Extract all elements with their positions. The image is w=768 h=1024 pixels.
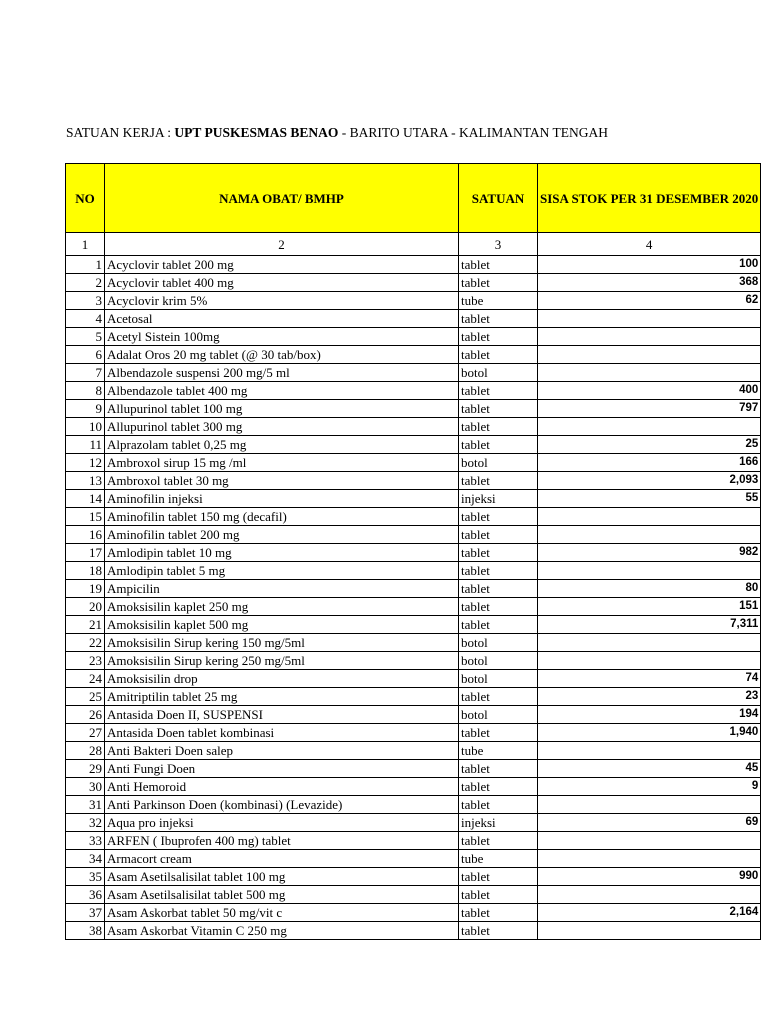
medicine-name: Aminofilin tablet 200 mg bbox=[105, 526, 459, 544]
column-number-4: 4 bbox=[538, 233, 761, 256]
work-unit-name: UPT PUSKESMAS BENAO bbox=[174, 125, 339, 140]
column-header-no: NO bbox=[66, 164, 105, 233]
stock-cell bbox=[538, 796, 761, 814]
medicine-name: Allupurinol tablet 300 mg bbox=[105, 418, 459, 436]
unit-cell: tablet bbox=[459, 436, 538, 454]
medicine-name: Anti Fungi Doen bbox=[105, 760, 459, 778]
stock-cell bbox=[538, 310, 761, 328]
stock-cell: 74 bbox=[538, 670, 761, 688]
row-number: 35 bbox=[66, 868, 105, 886]
medicine-name: Ampicilin bbox=[105, 580, 459, 598]
row-number: 12 bbox=[66, 454, 105, 472]
stock-cell bbox=[538, 418, 761, 436]
medicine-name: Adalat Oros 20 mg tablet (@ 30 tab/box) bbox=[105, 346, 459, 364]
row-number: 18 bbox=[66, 562, 105, 580]
stock-cell: 368 bbox=[538, 274, 761, 292]
medicine-name: Amoksisilin kaplet 500 mg bbox=[105, 616, 459, 634]
unit-cell: tablet bbox=[459, 526, 538, 544]
medicine-name: Amlodipin tablet 5 mg bbox=[105, 562, 459, 580]
medicine-name: Acetosal bbox=[105, 310, 459, 328]
row-number: 23 bbox=[66, 652, 105, 670]
stock-cell: 7,311 bbox=[538, 616, 761, 634]
stock-cell bbox=[538, 634, 761, 652]
medicine-name: Asam Askorbat Vitamin C 250 mg bbox=[105, 922, 459, 940]
unit-cell: botol bbox=[459, 634, 538, 652]
unit-cell: tablet bbox=[459, 796, 538, 814]
stock-cell bbox=[538, 832, 761, 850]
row-number: 3 bbox=[66, 292, 105, 310]
work-unit-header bbox=[66, 125, 608, 141]
table-row bbox=[66, 652, 761, 670]
column-number-1: 1 bbox=[66, 233, 105, 256]
unit-cell: tablet bbox=[459, 760, 538, 778]
medicine-name: Albendazole tablet 400 mg bbox=[105, 382, 459, 400]
row-number: 31 bbox=[66, 796, 105, 814]
unit-cell: tablet bbox=[459, 724, 538, 742]
row-number: 22 bbox=[66, 634, 105, 652]
medicine-name: Amoksisilin drop bbox=[105, 670, 459, 688]
row-number: 32 bbox=[66, 814, 105, 832]
row-number: 37 bbox=[66, 904, 105, 922]
medicine-name: Aminofilin injeksi bbox=[105, 490, 459, 508]
stock-cell: 45 bbox=[538, 760, 761, 778]
stock-cell: 166 bbox=[538, 454, 761, 472]
table-row bbox=[66, 922, 761, 940]
row-number: 16 bbox=[66, 526, 105, 544]
table-body bbox=[66, 233, 761, 940]
stock-cell: 990 bbox=[538, 868, 761, 886]
medicine-name: Amitriptilin tablet 25 mg bbox=[105, 688, 459, 706]
unit-cell: tablet bbox=[459, 472, 538, 490]
row-number: 8 bbox=[66, 382, 105, 400]
table-row bbox=[66, 724, 761, 742]
medicine-name: ARFEN ( Ibuprofen 400 mg) tablet bbox=[105, 832, 459, 850]
unit-cell: botol bbox=[459, 670, 538, 688]
unit-cell: tablet bbox=[459, 400, 538, 418]
table-row bbox=[66, 868, 761, 886]
unit-cell: tablet bbox=[459, 832, 538, 850]
row-number: 5 bbox=[66, 328, 105, 346]
row-number: 10 bbox=[66, 418, 105, 436]
medicine-name: Allupurinol tablet 100 mg bbox=[105, 400, 459, 418]
table-header-row bbox=[66, 164, 761, 233]
stock-table bbox=[65, 163, 761, 940]
row-number: 26 bbox=[66, 706, 105, 724]
unit-cell: botol bbox=[459, 652, 538, 670]
stock-cell: 25 bbox=[538, 436, 761, 454]
table-row bbox=[66, 310, 761, 328]
stock-cell bbox=[538, 850, 761, 868]
table-row bbox=[66, 400, 761, 418]
table-row bbox=[66, 742, 761, 760]
medicine-name: Asam Askorbat tablet 50 mg/vit c bbox=[105, 904, 459, 922]
row-number: 29 bbox=[66, 760, 105, 778]
medicine-name: Aqua pro injeksi bbox=[105, 814, 459, 832]
row-number: 6 bbox=[66, 346, 105, 364]
unit-cell: botol bbox=[459, 706, 538, 724]
table-row bbox=[66, 508, 761, 526]
unit-cell: tablet bbox=[459, 310, 538, 328]
medicine-name: Acetyl Sistein 100mg bbox=[105, 328, 459, 346]
stock-cell bbox=[538, 328, 761, 346]
column-header-name: NAMA OBAT/ BMHP bbox=[105, 164, 459, 233]
unit-cell: tablet bbox=[459, 418, 538, 436]
table-row bbox=[66, 346, 761, 364]
unit-cell: injeksi bbox=[459, 814, 538, 832]
unit-cell: botol bbox=[459, 454, 538, 472]
stock-cell: 23 bbox=[538, 688, 761, 706]
row-number: 25 bbox=[66, 688, 105, 706]
table-row bbox=[66, 616, 761, 634]
unit-cell: tablet bbox=[459, 328, 538, 346]
medicine-name: Amoksisilin kaplet 250 mg bbox=[105, 598, 459, 616]
stock-cell: 151 bbox=[538, 598, 761, 616]
table-row bbox=[66, 562, 761, 580]
medicine-name: Amoksisilin Sirup kering 150 mg/5ml bbox=[105, 634, 459, 652]
row-number: 4 bbox=[66, 310, 105, 328]
table-row bbox=[66, 364, 761, 382]
medicine-name: Anti Hemoroid bbox=[105, 778, 459, 796]
stock-cell: 1,940 bbox=[538, 724, 761, 742]
column-number-row bbox=[66, 233, 761, 256]
table-row bbox=[66, 832, 761, 850]
unit-cell: botol bbox=[459, 364, 538, 382]
unit-cell: tablet bbox=[459, 508, 538, 526]
table-row bbox=[66, 472, 761, 490]
unit-cell: tablet bbox=[459, 922, 538, 940]
table-row bbox=[66, 814, 761, 832]
table-row bbox=[66, 292, 761, 310]
column-number-3: 3 bbox=[459, 233, 538, 256]
table-row bbox=[66, 904, 761, 922]
row-number: 2 bbox=[66, 274, 105, 292]
stock-cell: 982 bbox=[538, 544, 761, 562]
table-row bbox=[66, 490, 761, 508]
table-row bbox=[66, 256, 761, 274]
stock-cell: 400 bbox=[538, 382, 761, 400]
medicine-name: Acyclovir tablet 400 mg bbox=[105, 274, 459, 292]
medicine-name: Asam Asetilsalisilat tablet 500 mg bbox=[105, 886, 459, 904]
column-number-2: 2 bbox=[105, 233, 459, 256]
row-number: 17 bbox=[66, 544, 105, 562]
table-row bbox=[66, 886, 761, 904]
unit-cell: tablet bbox=[459, 346, 538, 364]
row-number: 13 bbox=[66, 472, 105, 490]
table-row bbox=[66, 598, 761, 616]
table-row bbox=[66, 760, 761, 778]
stock-cell: 100 bbox=[538, 256, 761, 274]
table-row bbox=[66, 418, 761, 436]
medicine-name: Asam Asetilsalisilat tablet 100 mg bbox=[105, 868, 459, 886]
column-header-unit: SATUAN bbox=[459, 164, 538, 233]
row-number: 30 bbox=[66, 778, 105, 796]
stock-cell bbox=[538, 364, 761, 382]
stock-cell: 9 bbox=[538, 778, 761, 796]
stock-cell: 69 bbox=[538, 814, 761, 832]
unit-cell: tablet bbox=[459, 886, 538, 904]
unit-cell: tube bbox=[459, 850, 538, 868]
table-row bbox=[66, 328, 761, 346]
table-row bbox=[66, 454, 761, 472]
medicine-name: Ambroxol sirup 15 mg /ml bbox=[105, 454, 459, 472]
row-number: 21 bbox=[66, 616, 105, 634]
table-row bbox=[66, 382, 761, 400]
unit-cell: tube bbox=[459, 742, 538, 760]
stock-cell bbox=[538, 508, 761, 526]
medicine-name: Aminofilin tablet 150 mg (decafil) bbox=[105, 508, 459, 526]
table-row bbox=[66, 580, 761, 598]
table-row bbox=[66, 778, 761, 796]
table-row bbox=[66, 544, 761, 562]
stock-cell: 55 bbox=[538, 490, 761, 508]
table-row bbox=[66, 274, 761, 292]
column-header-stock: SISA STOK PER 31 DESEMBER 2020 bbox=[538, 164, 761, 233]
medicine-name: Antasida Doen II, SUSPENSI bbox=[105, 706, 459, 724]
row-number: 36 bbox=[66, 886, 105, 904]
work-unit-location: - BARITO UTARA - KALIMANTAN TENGAH bbox=[338, 125, 608, 140]
unit-cell: tablet bbox=[459, 778, 538, 796]
unit-cell: tablet bbox=[459, 256, 538, 274]
medicine-name: Alprazolam tablet 0,25 mg bbox=[105, 436, 459, 454]
unit-cell: tablet bbox=[459, 598, 538, 616]
stock-cell: 80 bbox=[538, 580, 761, 598]
row-number: 28 bbox=[66, 742, 105, 760]
medicine-name: Acyclovir krim 5% bbox=[105, 292, 459, 310]
row-number: 24 bbox=[66, 670, 105, 688]
row-number: 15 bbox=[66, 508, 105, 526]
stock-cell bbox=[538, 562, 761, 580]
unit-cell: injeksi bbox=[459, 490, 538, 508]
stock-cell: 797 bbox=[538, 400, 761, 418]
row-number: 38 bbox=[66, 922, 105, 940]
unit-cell: tablet bbox=[459, 688, 538, 706]
row-number: 9 bbox=[66, 400, 105, 418]
row-number: 27 bbox=[66, 724, 105, 742]
unit-cell: tube bbox=[459, 292, 538, 310]
table-row bbox=[66, 688, 761, 706]
row-number: 7 bbox=[66, 364, 105, 382]
stock-cell: 194 bbox=[538, 706, 761, 724]
row-number: 14 bbox=[66, 490, 105, 508]
stock-cell bbox=[538, 886, 761, 904]
table-row bbox=[66, 526, 761, 544]
medicine-name: Acyclovir tablet 200 mg bbox=[105, 256, 459, 274]
stock-cell bbox=[538, 652, 761, 670]
unit-cell: tablet bbox=[459, 274, 538, 292]
unit-cell: tablet bbox=[459, 868, 538, 886]
row-number: 11 bbox=[66, 436, 105, 454]
stock-cell bbox=[538, 922, 761, 940]
unit-cell: tablet bbox=[459, 904, 538, 922]
unit-cell: tablet bbox=[459, 580, 538, 598]
row-number: 20 bbox=[66, 598, 105, 616]
medicine-name: Albendazole suspensi 200 mg/5 ml bbox=[105, 364, 459, 382]
stock-cell: 62 bbox=[538, 292, 761, 310]
unit-cell: tablet bbox=[459, 562, 538, 580]
stock-cell: 2,164 bbox=[538, 904, 761, 922]
row-number: 33 bbox=[66, 832, 105, 850]
medicine-name: Amoksisilin Sirup kering 250 mg/5ml bbox=[105, 652, 459, 670]
unit-cell: tablet bbox=[459, 616, 538, 634]
table-row bbox=[66, 850, 761, 868]
medicine-name: Anti Parkinson Doen (kombinasi) (Levazide) bbox=[105, 796, 459, 814]
table-row bbox=[66, 436, 761, 454]
medicine-name: Anti Bakteri Doen salep bbox=[105, 742, 459, 760]
stock-cell: 2,093 bbox=[538, 472, 761, 490]
medicine-name: Ambroxol tablet 30 mg bbox=[105, 472, 459, 490]
unit-cell: tablet bbox=[459, 382, 538, 400]
table-row bbox=[66, 706, 761, 724]
table-row bbox=[66, 796, 761, 814]
stock-cell bbox=[538, 526, 761, 544]
stock-cell bbox=[538, 742, 761, 760]
medicine-name: Armacort cream bbox=[105, 850, 459, 868]
unit-cell: tablet bbox=[459, 544, 538, 562]
row-number: 1 bbox=[66, 256, 105, 274]
row-number: 34 bbox=[66, 850, 105, 868]
stock-cell bbox=[538, 346, 761, 364]
table-row bbox=[66, 670, 761, 688]
row-number: 19 bbox=[66, 580, 105, 598]
medicine-name: Amlodipin tablet 10 mg bbox=[105, 544, 459, 562]
work-unit-prefix: SATUAN KERJA : bbox=[66, 125, 175, 140]
table-row bbox=[66, 634, 761, 652]
medicine-name: Antasida Doen tablet kombinasi bbox=[105, 724, 459, 742]
